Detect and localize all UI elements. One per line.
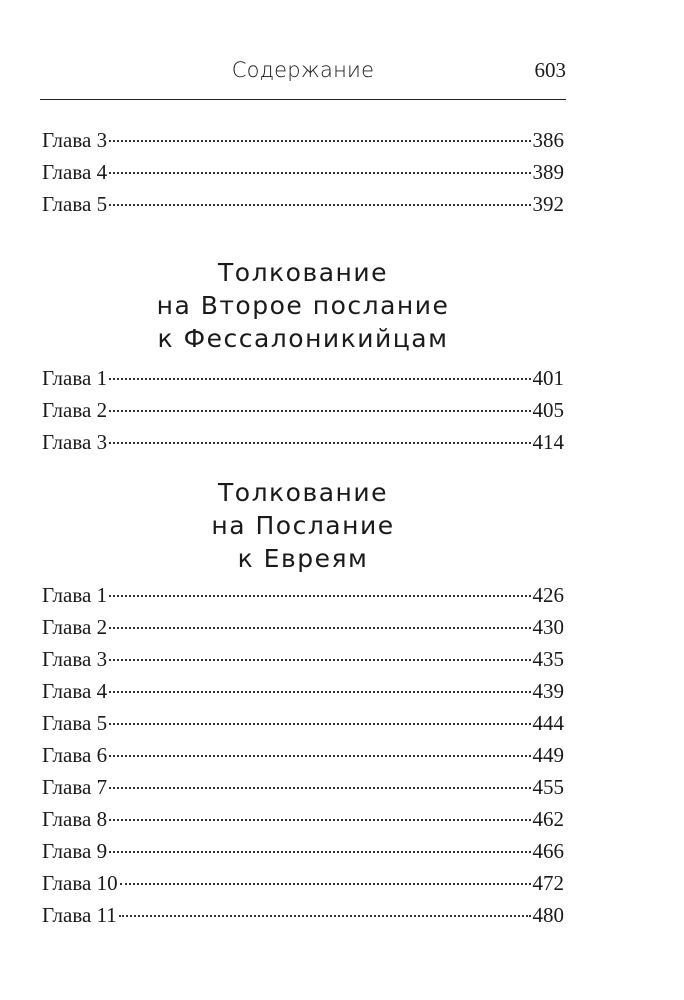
header-page-number: 603 bbox=[534, 58, 566, 82]
dot-leader bbox=[120, 883, 531, 885]
entry-page: 449 bbox=[532, 743, 564, 767]
entry-page: 462 bbox=[532, 807, 564, 831]
entry-page: 392 bbox=[532, 192, 564, 216]
dot-leader bbox=[109, 851, 530, 853]
entry-label: Глава 8 bbox=[42, 807, 108, 831]
entry-label: Глава 1 bbox=[42, 583, 108, 607]
entry-page: 466 bbox=[532, 839, 564, 863]
heading-line: на Послание bbox=[211, 511, 395, 540]
header-title: Содержание bbox=[231, 58, 375, 82]
header-rule bbox=[40, 99, 566, 100]
entry-page: 430 bbox=[532, 615, 564, 639]
heading-line: Толкование bbox=[218, 478, 388, 507]
entry-page: 401 bbox=[532, 366, 564, 390]
dot-leader bbox=[109, 172, 530, 174]
entry-page: 435 bbox=[532, 647, 564, 671]
dot-leader bbox=[109, 787, 530, 789]
dot-leader bbox=[109, 819, 530, 821]
entry-page: 455 bbox=[532, 775, 564, 799]
running-header bbox=[40, 58, 566, 88]
dot-leader bbox=[109, 204, 530, 206]
toc-entry bbox=[42, 580, 564, 610]
entry-label: Глава 7 bbox=[42, 775, 108, 799]
dot-leader bbox=[109, 723, 530, 725]
entry-label: Глава 11 bbox=[42, 903, 117, 927]
dot-leader bbox=[109, 659, 530, 661]
entry-page: 386 bbox=[532, 128, 564, 152]
dot-leader bbox=[109, 140, 530, 142]
dot-leader bbox=[109, 378, 530, 380]
entry-page: 389 bbox=[532, 160, 564, 184]
entry-label: Глава 9 bbox=[42, 839, 108, 863]
toc-entry bbox=[42, 868, 564, 898]
heading-line: к Фессалоникийцам bbox=[157, 324, 449, 353]
entry-page: 439 bbox=[532, 679, 564, 703]
entry-label: Глава 3 bbox=[42, 430, 108, 454]
dot-leader bbox=[109, 595, 530, 597]
entry-label: Глава 6 bbox=[42, 743, 108, 767]
entry-page: 480 bbox=[532, 903, 564, 927]
section-heading-hebrews bbox=[40, 476, 566, 575]
entry-page: 472 bbox=[532, 871, 564, 895]
dot-leader bbox=[109, 410, 530, 412]
entry-page: 414 bbox=[532, 430, 564, 454]
toc-entry bbox=[42, 836, 564, 866]
toc-entry bbox=[42, 676, 564, 706]
toc-entry bbox=[42, 644, 564, 674]
toc-entry bbox=[42, 740, 564, 770]
entry-label: Глава 2 bbox=[42, 398, 108, 422]
entry-page: 444 bbox=[532, 711, 564, 735]
dot-leader bbox=[109, 691, 530, 693]
dot-leader bbox=[109, 755, 530, 757]
toc-entry bbox=[42, 900, 564, 930]
entry-page: 405 bbox=[532, 398, 564, 422]
dot-leader bbox=[119, 915, 531, 917]
toc-entry bbox=[42, 363, 564, 393]
toc-entry bbox=[42, 772, 564, 802]
entry-label: Глава 10 bbox=[42, 871, 118, 895]
entry-label: Глава 3 bbox=[42, 128, 108, 152]
heading-line: на Второе послание bbox=[156, 291, 450, 320]
entry-label: Глава 5 bbox=[42, 192, 108, 216]
toc-entry bbox=[42, 157, 564, 187]
entry-label: Глава 2 bbox=[42, 615, 108, 639]
entry-label: Глава 3 bbox=[42, 647, 108, 671]
dot-leader bbox=[109, 627, 530, 629]
entry-page: 426 bbox=[532, 583, 564, 607]
toc-entry bbox=[42, 189, 564, 219]
toc-entry bbox=[42, 395, 564, 425]
section-heading-2-thessalonians bbox=[40, 256, 566, 355]
toc-entry bbox=[42, 708, 564, 738]
entry-label: Глава 4 bbox=[42, 679, 108, 703]
heading-line: Толкование bbox=[218, 258, 388, 287]
entry-label: Глава 4 bbox=[42, 160, 108, 184]
dot-leader bbox=[109, 442, 530, 444]
entry-label: Глава 1 bbox=[42, 366, 108, 390]
toc-entry bbox=[42, 125, 564, 155]
heading-line: к Евреям bbox=[237, 544, 369, 573]
entry-label: Глава 5 bbox=[42, 711, 108, 735]
toc-entry bbox=[42, 804, 564, 834]
toc-entry bbox=[42, 427, 564, 457]
toc-entry bbox=[42, 612, 564, 642]
